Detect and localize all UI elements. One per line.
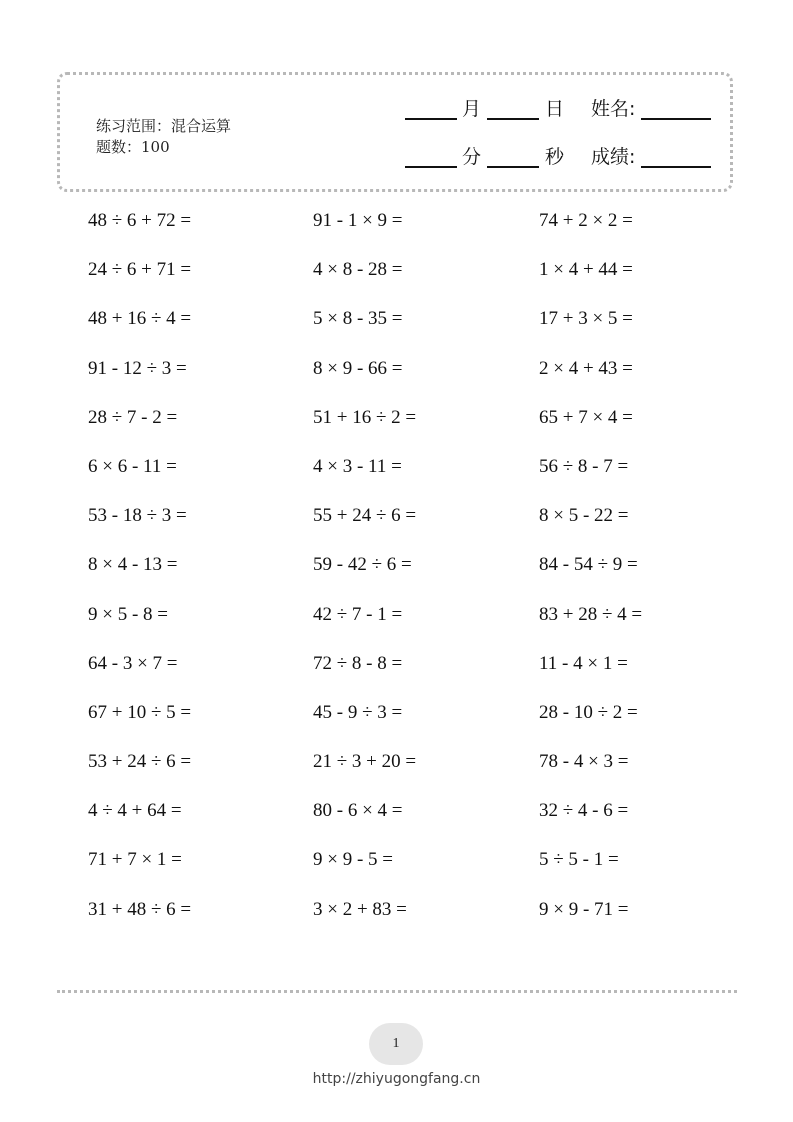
month-label: 月 [462,98,482,120]
problem-row [88,599,748,648]
problem-count-label: 题数： [96,138,142,156]
problem: 32 ÷ 4 - 6 = [539,800,629,822]
problem: 8 × 4 - 13 = [88,554,178,576]
problem: 8 × 5 - 22 = [539,505,629,527]
problem-row [88,353,748,402]
page-number-badge: 1 [369,1023,423,1065]
problem: 56 ÷ 8 - 7 = [539,455,629,477]
date-name-row [405,96,715,124]
problem: 48 + 16 ÷ 4 = [88,308,192,330]
second-blank[interactable] [487,166,539,168]
problem: 31 + 48 ÷ 6 = [88,898,192,920]
problem: 51 + 16 ÷ 2 = [313,406,417,428]
problem: 48 ÷ 6 + 72 = [88,210,192,231]
problem: 53 + 24 ÷ 6 = [88,751,192,773]
problem: 28 ÷ 7 - 2 = [88,406,178,428]
problem: 71 + 7 × 1 = [88,849,182,871]
problem: 72 ÷ 8 - 8 = [313,652,403,674]
footer-divider [57,990,737,993]
minute-blank[interactable] [405,166,457,168]
problem: 84 - 54 ÷ 9 = [539,554,638,576]
problem-row [88,844,748,893]
problem: 53 - 18 ÷ 3 = [88,505,187,527]
score-label: 成绩: [591,146,636,168]
problem: 91 - 12 ÷ 3 = [88,357,187,379]
name-blank[interactable] [641,118,711,120]
problem-row [88,500,748,549]
problem: 9 × 9 - 71 = [539,898,629,920]
problem: 11 - 4 × 1 = [539,652,628,674]
problem: 45 - 9 ÷ 3 = [313,701,403,723]
problem: 3 × 2 + 83 = [313,898,407,920]
problem-count-value: 100 [141,138,170,156]
month-blank[interactable] [405,118,457,120]
footer-url[interactable]: http://zhiyugongfang.cn [312,1071,481,1087]
problem-row [88,795,748,844]
problem: 1 × 4 + 44 = [539,259,633,281]
problem: 9 × 5 - 8 = [88,603,169,625]
minute-label: 分 [462,146,482,168]
problem: 21 ÷ 3 + 20 = [313,751,417,773]
problem: 74 + 2 × 2 = [539,210,633,231]
problem: 80 - 6 × 4 = [313,800,403,822]
problem: 24 ÷ 6 + 71 = [88,259,192,281]
problem: 42 ÷ 7 - 1 = [313,603,403,625]
problem: 4 ÷ 4 + 64 = [88,800,182,822]
practice-range-label: 练习范围：混合运算 [96,117,232,135]
problem: 6 × 6 - 11 = [88,455,177,477]
problem: 65 + 7 × 4 = [539,406,633,428]
problem-grid [88,205,748,943]
name-label: 姓名: [591,98,636,120]
problem: 28 - 10 ÷ 2 = [539,701,638,723]
problem-row [88,746,748,795]
problem: 55 + 24 ÷ 6 = [313,505,417,527]
problem: 17 + 3 × 5 = [539,308,633,330]
problem: 5 ÷ 5 - 1 = [539,849,619,871]
problem: 91 - 1 × 9 = [313,210,403,231]
problem: 5 × 8 - 35 = [313,308,403,330]
problem: 2 × 4 + 43 = [539,357,633,379]
problem-row [88,205,748,254]
second-label: 秒 [545,146,565,168]
problem-row [88,894,748,943]
problem: 83 + 28 ÷ 4 = [539,603,643,625]
problem: 59 - 42 ÷ 6 = [313,554,412,576]
problem-row [88,402,748,451]
score-blank[interactable] [641,166,711,168]
problem-row [88,254,748,303]
problem: 4 × 3 - 11 = [313,455,402,477]
problem: 8 × 9 - 66 = [313,357,403,379]
day-label: 日 [545,98,565,120]
problem-row [88,549,748,598]
problem-row [88,648,748,697]
problem: 78 - 4 × 3 = [539,751,629,773]
problem: 67 + 10 ÷ 5 = [88,701,192,723]
problem: 9 × 9 - 5 = [313,849,394,871]
problem-row [88,697,748,746]
problem-count [96,137,170,157]
day-blank[interactable] [487,118,539,120]
problem-row [88,303,748,352]
problem: 4 × 8 - 28 = [313,259,403,281]
time-score-row [405,144,715,172]
problem: 64 - 3 × 7 = [88,652,178,674]
problem-row [88,451,748,500]
